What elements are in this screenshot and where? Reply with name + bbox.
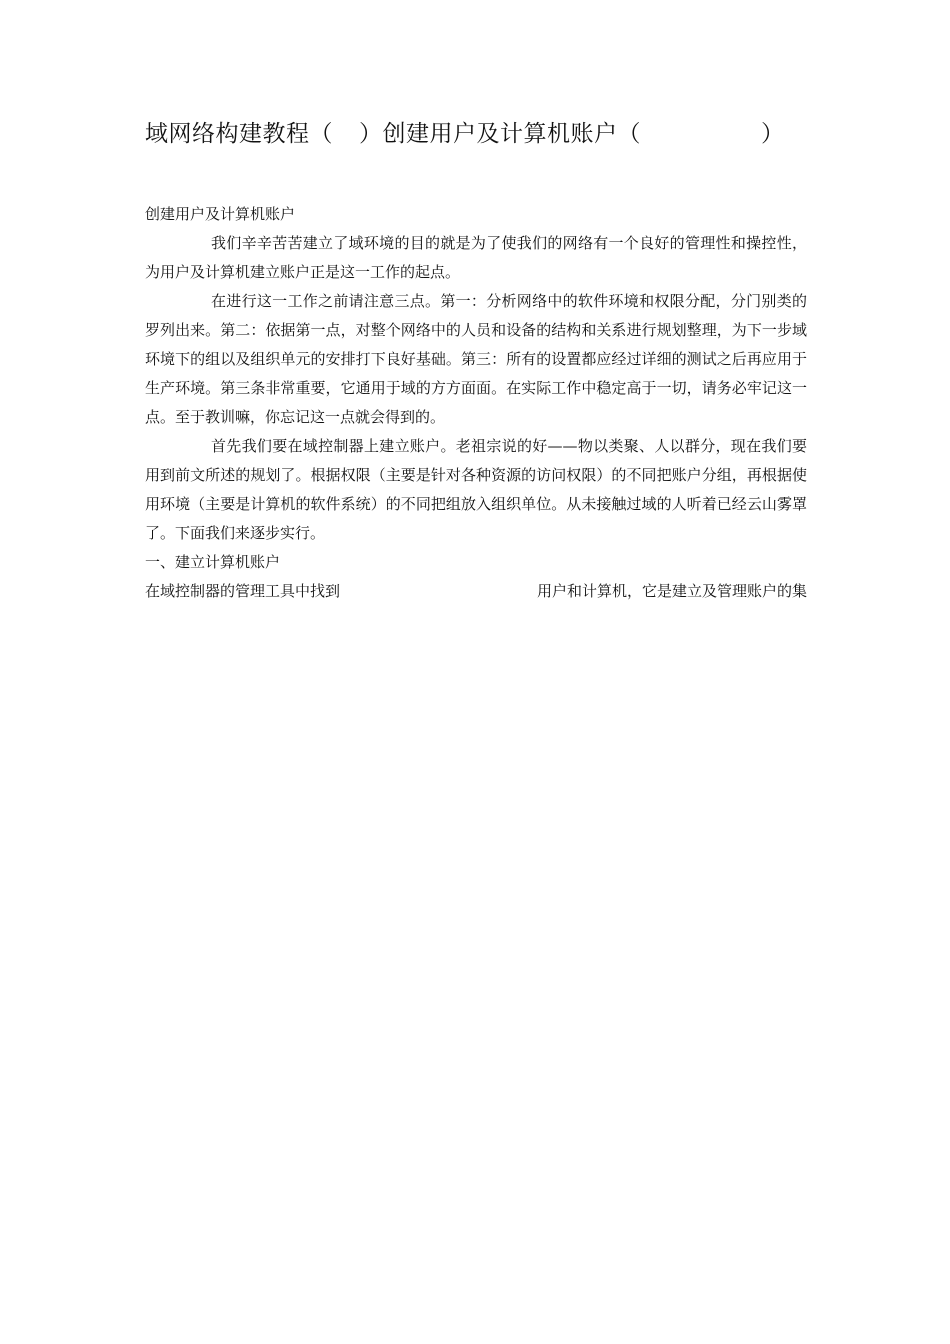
title-part-1: 域网络构建教程（ bbox=[145, 121, 333, 147]
paragraph-4-left: 在域控制器的管理工具中找到 bbox=[145, 582, 341, 600]
document-body bbox=[145, 200, 807, 606]
paragraph-4-right: 用户和计算机，它是建立及管理账户的集 bbox=[536, 582, 807, 600]
paragraph-1: 我们辛辛苦苦建立了域环境的目的就是为了使我们的网络有一个良好的管理性和操控性，为用户及计算机建立账户正是这一工作的起点。 bbox=[145, 234, 807, 281]
title-part-2: ）创建用户及计算机账户（ bbox=[359, 121, 641, 147]
subheading-computer-accounts: 一、建立计算机账户 bbox=[145, 553, 281, 571]
paragraph-2: 在进行这一工作之前请注意三点。第一：分析网络中的软件环境和权限分配，分门别类的罗列出来。第二：依据第一点，对整个网络中的人员和设备的结构和关系进行规划整理，为下一步域环境下的组以及组织单元的安排打下良好基础。第三：所有的设置都应经过详细的测试之后再应用于生产环境。第三条非常重要，它通用于域的方方面面。在实际工作中稳定高于一切，请务必牢记这一点。至于教训嘛，你忘记这一点就会得到的。 bbox=[145, 292, 807, 426]
paragraph-3: 首先我们要在域控制器上建立账户。老祖宗说的好——物以类聚、人以群分，现在我们要用到前文所述的规划了。根据权限（主要是针对各种资源的访问权限）的不同把账户分组，再根据使用环境（主要是计算机的软件系统）的不同把组放入组织单位。从未接触过域的人听着已经云山雾罩了。下面我们来逐步实行。 bbox=[145, 437, 807, 542]
title-part-3: ） bbox=[761, 121, 785, 147]
paragraph-4-line bbox=[145, 577, 807, 606]
document-title bbox=[145, 118, 845, 150]
section-heading: 创建用户及计算机账户 bbox=[145, 205, 296, 223]
